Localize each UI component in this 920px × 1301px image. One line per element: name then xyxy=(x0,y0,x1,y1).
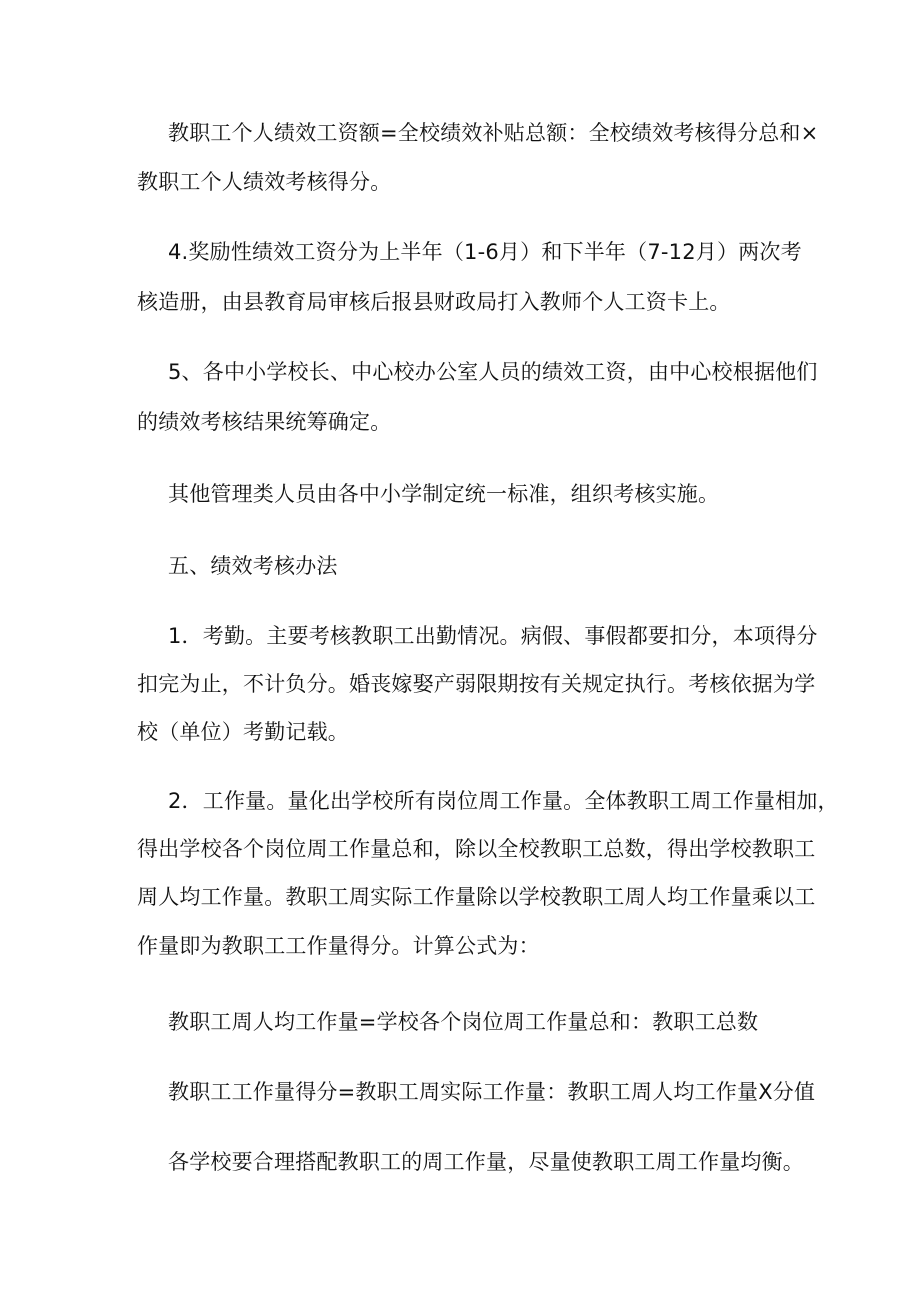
paragraph-line: 4.奖励性绩效工资分为上半年（1-6月）和下半年（7-12月）两次考 xyxy=(168,240,802,264)
paragraph-line: 2．工作量。量化出学校所有岗位周工作量。全体教职工周工作量相加， xyxy=(168,789,839,813)
paragraph-line: 1．考勤。主要考核教职工出勤情况。病假、事假都要扣分，本项得分 xyxy=(168,624,818,648)
paragraph-line: 扣完为止，不计负分。婚丧嫁娶产弱限期按有关规定执行。考核依据为学 xyxy=(137,672,816,696)
paragraph-line: 其他管理类人员由各中小学制定统一标准，组织考核实施。 xyxy=(168,482,720,506)
paragraph-line: 教职工个人绩效工资额=全校绩效补贴总额：全校绩效考核得分总和× xyxy=(168,121,819,145)
section-heading: 五、绩效考核办法 xyxy=(168,554,338,578)
paragraph-line: 校（单位）考勤记载。 xyxy=(137,720,349,744)
paragraph-line: 核造册，由县教育局审核后报县财政局打入教师个人工资卡上。 xyxy=(137,290,731,314)
paragraph-line: 的绩效考核结果统筹确定。 xyxy=(137,410,392,434)
paragraph-line: 各学校要合理搭配教职工的周工作量，尽量使教职工周工作量均衡。 xyxy=(168,1150,804,1174)
paragraph-line: 作量即为教职工工作量得分。计算公式为： xyxy=(137,934,540,958)
paragraph-line: 教职工个人绩效考核得分。 xyxy=(137,170,392,194)
formula-line: 教职工周人均工作量=学校各个岗位周工作量总和：教职工总数 xyxy=(168,1010,759,1034)
formula-line: 教职工工作量得分=教职工周实际工作量：教职工周人均工作量X分值 xyxy=(168,1080,816,1104)
paragraph-line: 得出学校各个岗位周工作量总和，除以全校教职工总数，得出学校教职工 xyxy=(137,837,816,861)
paragraph-line: 周人均工作量。教职工周实际工作量除以学校教职工周人均工作量乘以工 xyxy=(137,885,816,909)
paragraph-line: 5、各中小学校长、中心校办公室人员的绩效工资，由中心校根据他们 xyxy=(168,360,818,384)
